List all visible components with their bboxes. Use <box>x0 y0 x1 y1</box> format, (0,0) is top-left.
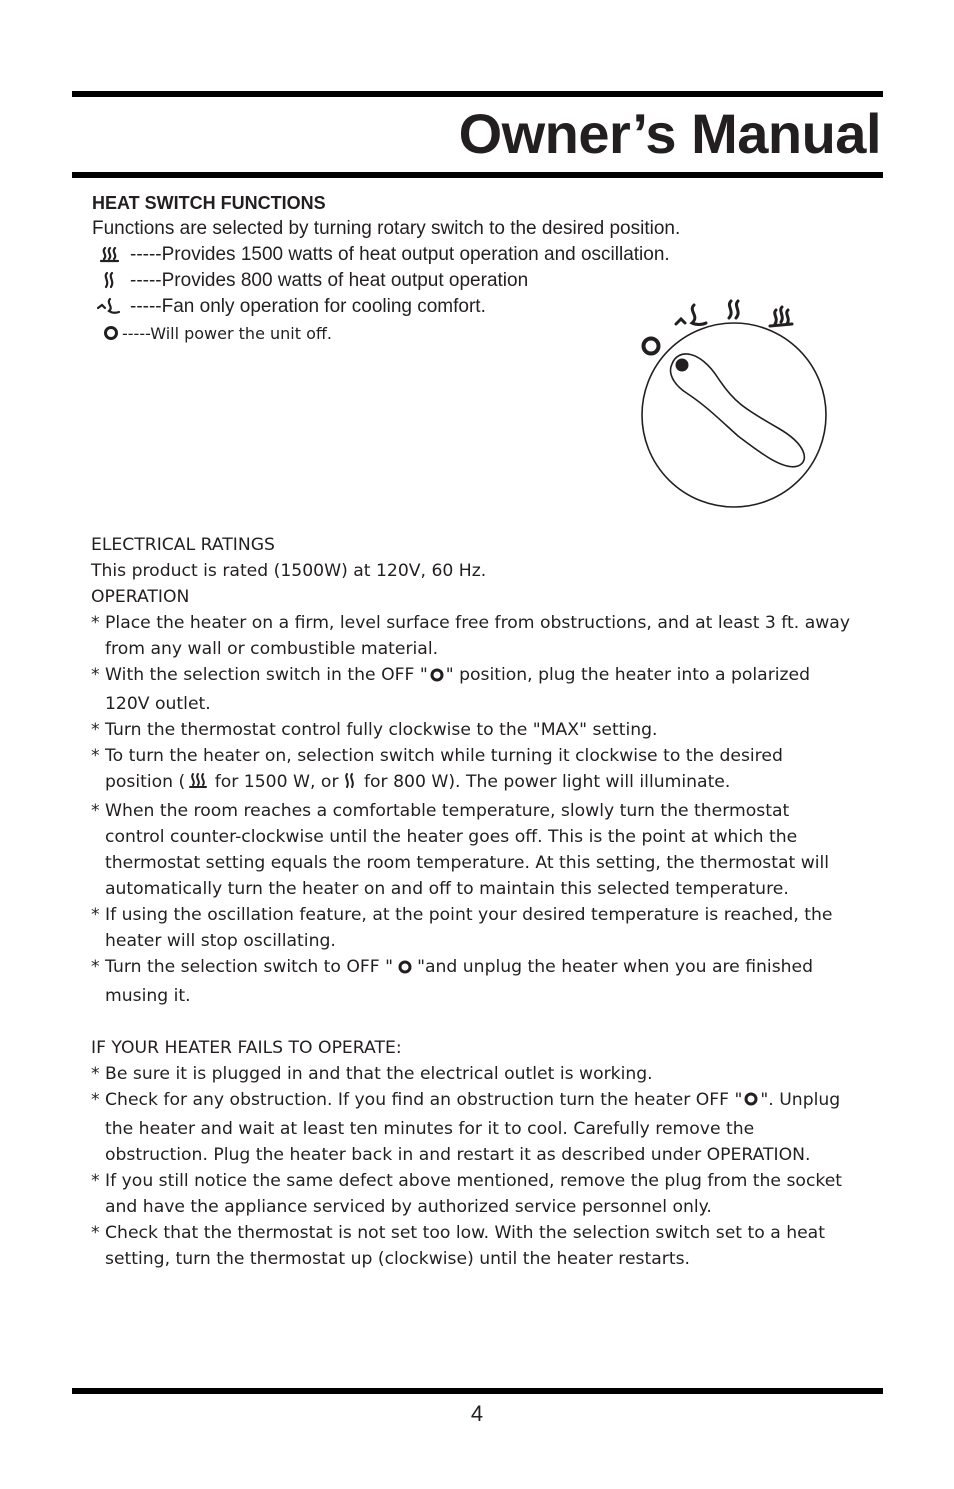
page-number: 4 <box>470 1401 484 1426</box>
function-item-text: -----Fan only operation for cooling comfort. <box>130 296 486 317</box>
dial-pointer-dot <box>676 359 689 372</box>
dial-outline <box>642 323 826 507</box>
header-top-rule <box>72 91 883 97</box>
electrical-heading: ELECTRICAL RATINGS <box>91 535 275 555</box>
function-item-text: -----Provides 800 watts of heat output operation <box>130 270 529 291</box>
heat-switch-heading: HEAT SWITCH FUNCTIONS <box>92 193 326 213</box>
footer-rule <box>72 1388 883 1394</box>
off-icon <box>102 322 120 344</box>
main-text <box>91 532 851 1272</box>
function-item-text: -----Will power the unit off. <box>122 323 332 343</box>
header-bottom-rule <box>72 172 883 178</box>
page-title: Owner’s Manual <box>458 102 881 165</box>
operation-bullet: * To turn the heater on, selection switch while turning it clockwise to the desired position ( for 1500 W, or for 800 W). The power light will illuminate. <box>91 743 851 798</box>
electrical-rating: This product is rated (1500W) at 120V, 60 Hz. <box>91 561 487 581</box>
function-item-high-heat <box>92 243 670 267</box>
off-icon <box>428 665 446 691</box>
troubleshoot-bullet: * Be sure it is plugged in and that the electrical outlet is working. <box>91 1064 653 1084</box>
troubleshoot-bullet: * If you still notice the same defect above mentioned, remove the plug from the socket and have the appliance serviced by authorized service personnel only. <box>91 1171 843 1217</box>
troubleshoot-bullet: * Check that the thermostat is not set too low. With the selection switch set to a heat setting, turn the thermostat up (clockwise) until the heater restarts. <box>91 1223 825 1269</box>
dial-off-icon <box>644 339 659 354</box>
operation-bullet: * When the room reaches a comfortable temperature, slowly turn the thermostat control counter-clockwise until the heater goes off. This is the point at which the thermostat setting equals the room temperature. At this setting, the thermostat will automatically turn the heater on and off to maintain this selected temperature. <box>91 801 830 899</box>
operation-bullet: * With the selection switch in the OFF " " position, plug the heater into a polarized 120V outlet. <box>91 665 811 714</box>
troubleshoot-bullet: * Check for any obstruction. If you find an obstruction turn the heater OFF " ". Unplug the heater and wait at least ten minutes for it to cool. Carefully remove the obstruction. Plug the heater back in and restart it as described under OPERATION. <box>91 1090 841 1165</box>
operation-heading: OPERATION <box>91 587 190 607</box>
off-icon <box>742 1090 760 1116</box>
heat-switch-intro: Functions are selected by turning rotary switch to the desired position. <box>92 218 681 239</box>
dial-low-heat-icon <box>729 301 738 318</box>
low-heat-icon <box>92 270 122 292</box>
off-icon <box>393 957 417 983</box>
operation-bullet: * If using the oscillation feature, at the point your desired temperature is reached, the heater will stop oscillating. <box>91 905 833 951</box>
troubleshoot-heading: IF YOUR HEATER FAILS TO OPERATE: <box>91 1038 402 1058</box>
operation-bullet: * Turn the selection switch to OFF " "and unplug the heater when you are finished musing it. <box>91 957 814 1006</box>
dial-knob <box>671 354 805 467</box>
dial-icon-labels <box>644 301 793 354</box>
high-heat-icon <box>185 772 209 798</box>
operation-bullet: * Place the heater on a firm, level surface free from obstructions, and at least 3 ft. away from any wall or combustible material. <box>91 613 851 659</box>
dial-high-heat-icon <box>770 307 792 326</box>
rotary-switch-diagram <box>628 296 836 514</box>
fan-icon <box>92 296 122 318</box>
function-item-fan <box>92 295 486 319</box>
high-heat-icon <box>92 244 122 266</box>
function-item-low-heat <box>92 269 528 293</box>
low-heat-icon <box>339 772 359 798</box>
operation-bullet: * Turn the thermostat control fully clockwise to the "MAX" setting. <box>91 720 658 740</box>
function-item-text: -----Provides 1500 watts of heat output operation and oscillation. <box>130 244 670 265</box>
function-item-off <box>92 321 332 345</box>
dial-fan-icon <box>676 305 706 325</box>
